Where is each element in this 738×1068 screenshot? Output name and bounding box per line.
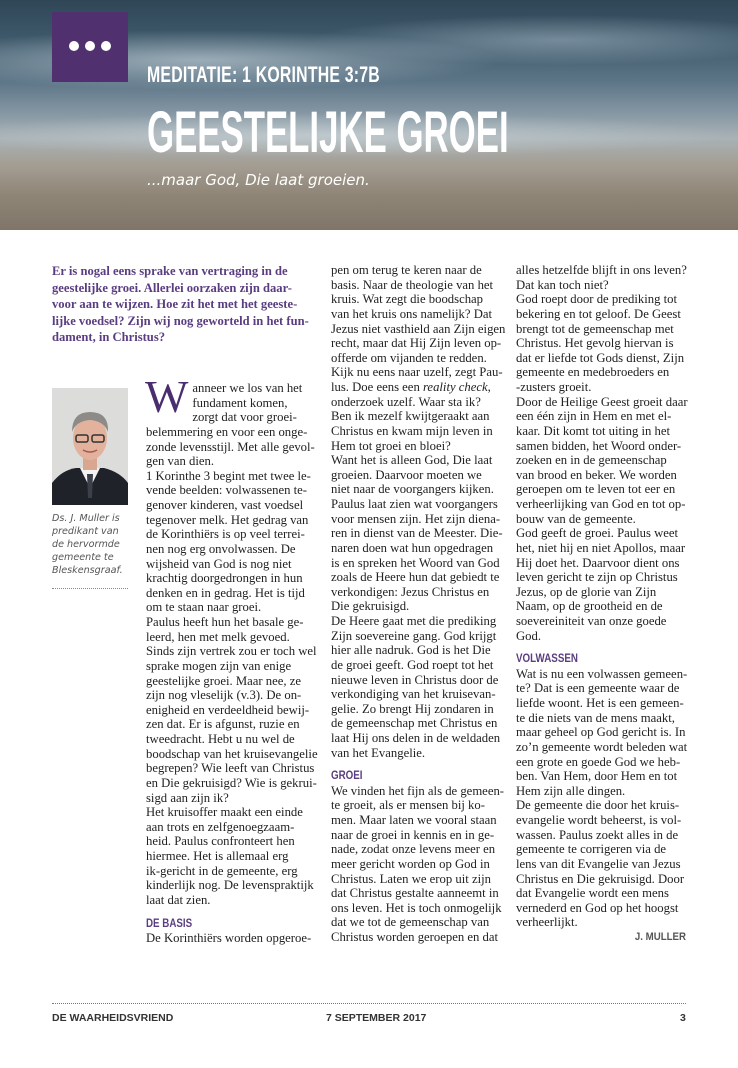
text-line: Sinds zijn vertrek zou er toch wel [146,644,317,659]
paragraph [331,263,509,760]
footer-divider [52,1003,686,1004]
opening-paragraph [145,371,326,425]
text-line: De Korinthiërs worden opgeroe- [146,931,312,946]
article-column-1 [145,371,326,946]
text-line: naren doen wat hun opgedragen [331,540,494,555]
caption-line: Bleskensgraaf. [52,565,123,576]
text-line: zijn nog vleselijk (v.3). De on- [146,688,302,703]
text-line: Hij doet het. Daarvoor dient ons [516,555,680,570]
paragraph [516,667,686,930]
text-line: belemmering en voor een onge- [146,424,308,439]
text-line: te? Dat is een gemeente waar de [516,681,680,696]
text-line: 1 Korinthe 3 begint met twee le- [146,468,311,483]
article-column-2 [331,263,509,945]
paragraph [146,425,326,908]
text-line: Want het is alleen God, Die laat [331,453,493,468]
text-line: ben. Van Hem, door Hem en tot [516,769,678,784]
author-photo [52,388,128,505]
text-line: ons leven. Het is toch onmogelijk [331,900,502,915]
text-line: men. Maar laten we vooral staan [331,813,497,828]
caption-line: predikant van [52,526,119,537]
text-line: vende beelden: volwassenen te- [146,483,307,498]
text-line: zoeken en in de gemeenschap [516,453,667,468]
text-line: verheerlijking van God en tot op- [516,497,686,511]
text-line: gemeente en medebroeders en [516,365,670,380]
text-line: nieuwe leven in Christus door de [331,672,499,687]
text-line: kinderlijk nog. De levenspraktijk [146,878,314,893]
text-line: is en spreken het Woord van God [331,555,500,570]
text-line: bouw van de gemeente. [516,511,636,526]
section-heading: GROEI [331,770,363,783]
paragraph [331,784,509,945]
text-line: -zusters groeit. [516,380,592,394]
text-line: sprake mogen zijn van enige [146,658,292,673]
text-line: Kijk nu eens naar uzelf, zegt Pau- [331,365,503,380]
text-line: verheerlijkt. [516,915,578,930]
intro-line: geestelijke groei. Allerlei oorzaken zijn daar- [52,280,292,295]
text-line: ren in dienst van de Meester. Die- [331,526,503,541]
paragraph [516,263,686,643]
text-line: groeien. Daarvoor moeten we [331,467,482,482]
text-line: zen dat. Er is afgunst, ruzie en [146,717,300,732]
drop-cap: W [145,371,189,422]
text-line: anneer we los van het [192,381,303,395]
page-number: 3 [680,1012,686,1024]
paragraph [146,931,326,946]
text-line: van het Evangelie. [331,745,426,760]
text-line: voor mensen zijn. Het zijn diena- [331,511,501,526]
text-line: vernederd en God op het hoogst [516,900,679,915]
text-line: wassen. Paulus zoekt alles in de [516,827,679,842]
text-line: Christus en kwam mijn leven in [331,423,493,438]
intro-line: Er is nogal eens sprake van vertraging in de [52,264,288,278]
text-line: de gemeenschap met Christus en [331,716,498,731]
text-line: denken en in gedrag. Het is tijd [146,585,305,600]
text-line: dat Evangelie wordt een mens [516,886,669,901]
text-line: We vinden het fijn als de gemeen- [331,783,505,798]
text-line: niet naar de voorgangers kijken. [331,482,494,497]
text-line: verkondigen: Jezus Christus en [331,584,490,599]
text-line: Ben ik mezelf kwijtgeraakt aan [331,409,490,424]
text-line: zoals de Heere hun dat gebiedt te [331,570,500,585]
text-line: De gemeente die door het kruis- [516,798,680,813]
text-line: alles hetzelfde blijft in ons leven? [516,263,687,277]
text-line: enigheid en verdeeldheid bewij- [146,702,310,717]
section-gap [146,908,326,917]
text-line: Dat kan toch niet? [516,277,609,292]
text-line: dat Christus gestalte aanneemt in [331,886,499,901]
text-line: lens van dit Evangelie van Jezus [516,856,681,871]
text-line: God geeft de groei. Paulus weet [516,526,679,541]
text-line: offerde om vijanden te redden. [331,350,487,365]
text-line: God. [516,628,542,643]
section-heading: DE BASIS [146,917,193,930]
text-line: Wat is nu een volwassen gemeen- [516,666,688,681]
text-line: geroepen om te leven tot eer en [516,482,676,497]
text-line: sigd aan zijn ik? [146,790,229,805]
text-line: het, niet hij en niet Apollos, maar [516,540,686,555]
article-column-3 [516,263,686,945]
text-line: nen nog erg onvolwassen. De [146,541,296,556]
author-signature: J. MULLER [634,931,686,944]
text-line: van brood en beker. We worden [516,467,677,482]
text-line: evangelie wordt beheerst, is vol- [516,813,682,828]
text-line: kruis. Wat zegt die boodschap [331,292,484,307]
caption-line: Ds. J. Muller is [52,513,120,524]
text-line: onderzoek uzelf. Waar sta ik? [331,394,481,409]
text-line: meer gericht worden op God in [331,856,490,871]
text-line: dat er liefde tot Gods dienst, Zijn [516,350,685,365]
text-line: laat Hij ons delen in de weldaden [331,731,501,745]
text-line: van het kruis ons namelijk? Dat [331,306,493,321]
text-line: hier alle nadruk. God is het Die [331,643,491,658]
text-line: Hem tot groei en bloei? [331,438,451,453]
text-line: Paulus heeft hun het basale ge- [146,615,304,629]
category-badge [52,12,128,82]
footer-date: 7 SEPTEMBER 2017 [326,1012,427,1024]
intro-line: voor aan te wijzen. Hoe zit het met het geeste- [52,297,298,312]
caption-line: gemeente te [52,552,114,563]
section-gap [516,643,686,652]
text-line: basis. Naar de theologie van het [331,277,494,292]
text-line: brengt tot de gemeenschap met [516,321,674,336]
intro-line: lijke voedsel? Zijn wij nog geworteld in het fun- [52,313,309,328]
text-line: samen bidden, het Woord onder- [516,438,682,453]
text-line: te die niets van de mens maakt, [516,710,675,725]
text-line: dat we tot de gemeenschap van [331,915,490,930]
text-line: en Die gekruisigd? Wie is gekrui- [146,775,317,790]
text-line: verkondiging van het kruisevan- [331,687,496,702]
text-line: naar de groei in kennis en in ge- [331,827,495,842]
text-line: Door de Heilige Geest groeit daar [516,394,688,409]
text-line: zo’n gemeente wordt beleden wat [516,739,688,754]
text-line: een één zijn in Hem en met el- [516,409,672,424]
article-subtitle: ...maar God, Die laat groeien. [147,171,370,189]
article-title: GEESTELIJKE GROEI [147,100,509,165]
text-line: de groei geeft. God roept tot het [331,657,494,672]
text-line: soevereiniteit van onze goede [516,614,667,628]
text-line: leven gericht te zijn op Christus [516,570,678,585]
text-line: fundament komen, [192,395,288,410]
text-line: heid. Paulus confronteert hen [146,834,295,849]
author-caption [52,512,132,577]
text-line: recht, maar dat Hij Zijn leven op- [331,336,502,351]
text-line: ik-gericht in de gemeente, erg [146,863,298,878]
text-line: krachtig doorgedrongen in hun [146,571,303,586]
text-line: Christus. Laten we erop uit zijn [331,871,491,886]
text-line: laat dat zien. [146,892,211,907]
text-line: gemeente te corrigeren via de [516,842,667,857]
text-line: te groeit, als er mensen bij ko- [331,798,485,813]
intro-lead [52,263,309,346]
text-line: boodschap van het kruisevangelie [146,746,318,761]
text-line: wijsheid van God is nog niet [146,556,292,571]
ellipsis-icon [69,41,111,51]
text-line: Hem zijn alle dingen. [516,783,626,798]
section-kicker: MEDITATIE: 1 KORINTHE 3:7B [147,62,380,87]
text-line: een grote en goede God we heb- [516,754,681,769]
text-line: kaar. Dit komt tot uiting in het [516,423,670,438]
header-image [0,0,738,230]
text-line: om te staan naar groei. [146,600,262,615]
text-line: leerd, hen met melk gevoed. [146,629,290,644]
section-heading: VOLWASSEN [516,653,578,666]
text-line: nade, zodat onze levens meer en [331,842,496,857]
text-line: Jezus, op de glorie van Zijn [516,584,657,599]
text-line: pen om terug te keren naar de [331,263,482,277]
caption-divider [52,588,128,589]
footer-publication: DE WAARHEIDSVRIEND [52,1012,174,1024]
intro-line: dament, in Christus? [52,330,166,345]
text-line: zorgt dat voor groei- [192,410,297,425]
text-line: lus. Doe eens een reality check, [331,380,491,394]
text-line: gen van dien. [146,454,214,469]
caption-line: de hervormde [52,539,120,550]
text-line: aan trots en zelfgenoegzaam- [146,819,295,834]
text-line: Christus en Die gekruisigd. Door [516,871,685,886]
text-line: God roept door de prediking tot [516,292,678,307]
text-line: genover kinderen, vast voedsel [146,498,304,512]
text-line: Christus worden geroepen en dat [331,930,499,945]
text-line: Zijn soevereine gang. God krijgt [331,628,497,643]
text-line: tegenover melk. Het gedrag van [146,512,309,527]
text-line: begrepen? Wie leeft van Christus [146,761,315,776]
text-line: Naam, op de grootheid en de [516,599,663,614]
text-line: Paulus laat zien wat voorgangers [331,497,498,511]
text-line: Die gekruisigd. [331,599,410,614]
section-gap [331,760,509,769]
text-line: Christus. Het gevolg hiervan is [516,336,674,351]
text-line: De Heere gaat met die prediking [331,614,497,628]
text-line: gelie. Zo brengt Hij zondaren in [331,701,494,716]
text-line: zonde levensstijl. Met alle gevol- [146,439,315,454]
text-line: de Korinthiërs is op veel terrei- [146,527,305,542]
text-line: Jezus niet vasthield aan Zijn eigen [331,321,506,336]
text-line: geestelijke groei. Maar nee, ze [146,673,301,688]
text-line: bekering en tot geloof. De Geest [516,306,681,321]
text-line: maar geheel op God gericht is. In [516,725,686,740]
text-line: hiermee. Het is allemaal erg [146,849,289,863]
text-line: tweedracht. Hebt u nu wel de [146,732,295,746]
text-line: liefde woont. Het is een gemeen- [516,696,684,711]
text-line: Het kruisoffer maakt een einde [146,805,303,820]
